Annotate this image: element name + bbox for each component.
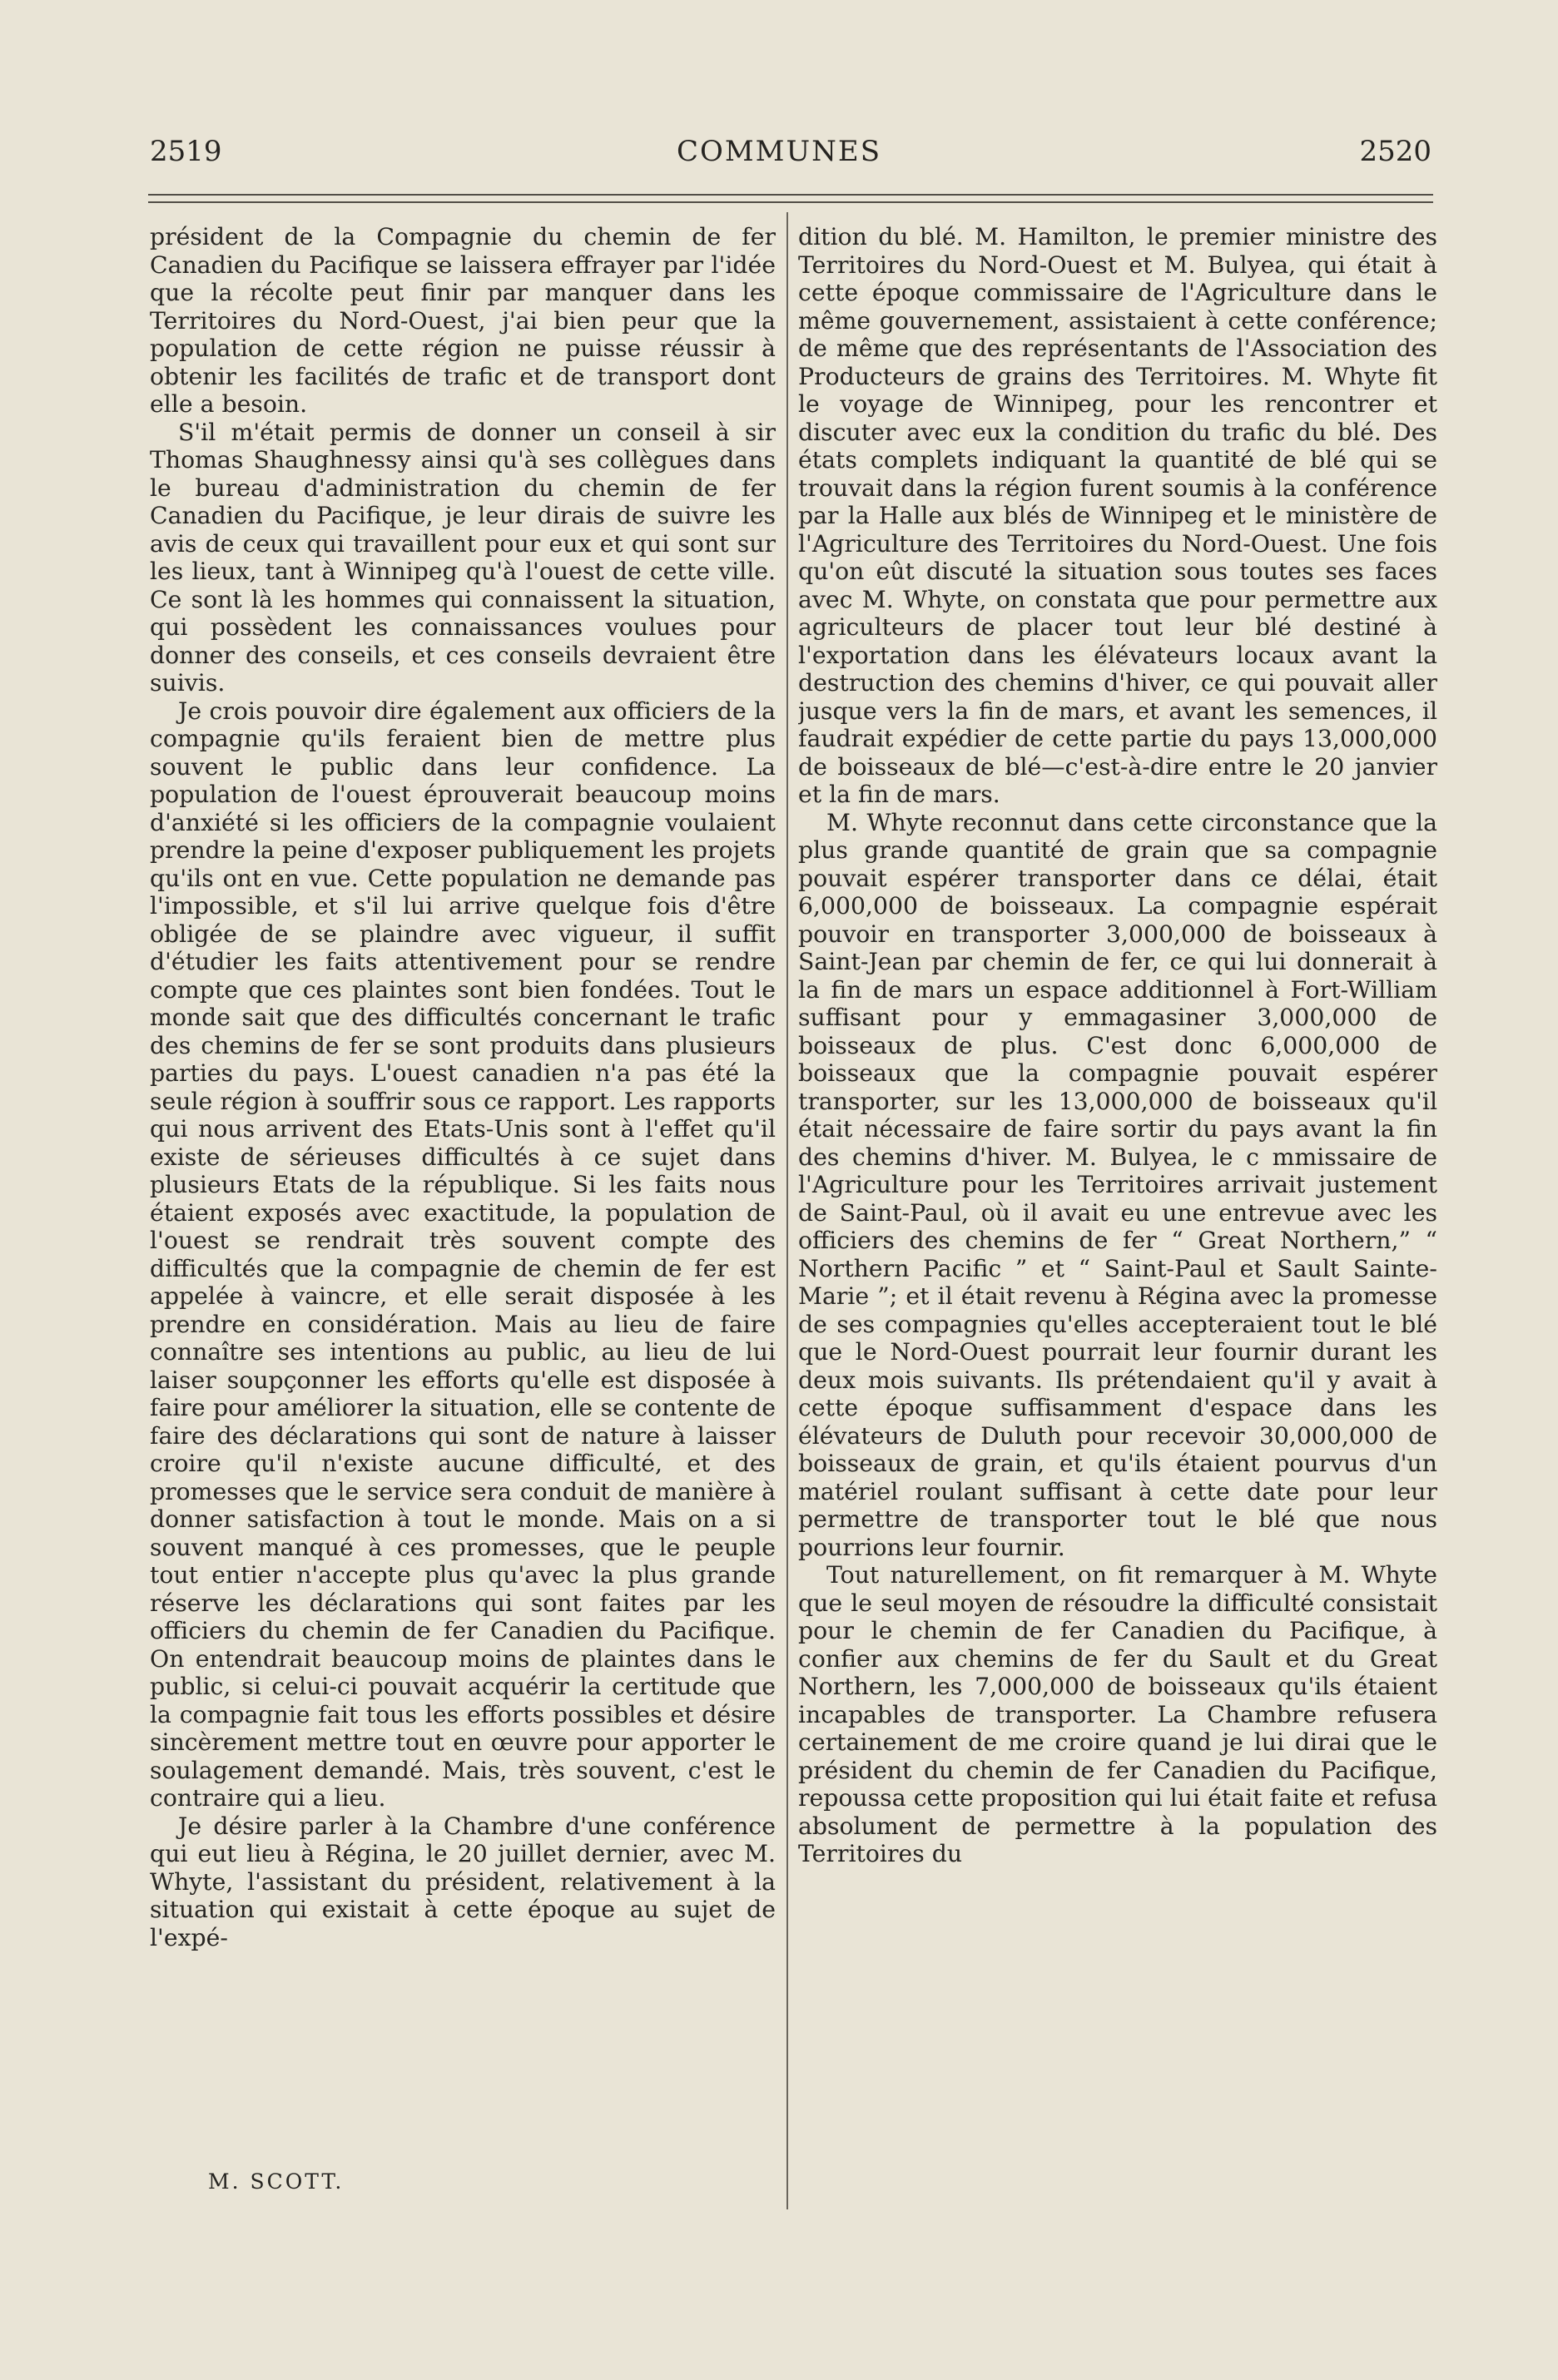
right-page-number: 2520 <box>1359 135 1431 168</box>
column-divider <box>786 212 788 2209</box>
running-title: COMMUNES <box>676 135 882 168</box>
left-paragraph-2: S'il m'était permis de donner un conseil à sir Thomas Shaughnessy ainsi qu'à ses collègues dans le bureau d'administration du chemin de fer Canadien du Pacifique, je leur dirais de suivre les avis de ceux qui travaillent pour eux et qui sont sur les lieux, tant à Winnipeg qu'à l'ouest de cette ville. Ce sont là les hommes qui connaissent la situation, qui possèdent les connaissances voulues pour donner des conseils, et ces conseils devraient être suivis. <box>150 418 776 697</box>
right-paragraph-2: M. Whyte reconnut dans cette circonstance que la plus grande quantité de grain que sa compagnie pouvait espérer transporter dans ce délai, était 6,000,000 de boisseaux. La compagnie espérait pouvoir en transporter 3,000,000 de boisseaux à Saint-Jean par chemin de fer, ce qui lui donnerait à la fin de mars un espace additionnel à Fort-William suffisant pour y emmagasiner 3,000,000 de boisseaux de plus. C'est donc 6,000,000 de boisseaux que la compagnie pouvait espérer transporter, sur les 13,000,000 de boisseaux qu'il était nécessaire de faire sortir du pays avant la fin des chemins d'hiver. M. Bulyea, le c mmissaire de l'Agriculture pour les Territoires arrivait justement de Saint-Paul, où il avait eu une entrevue avec les officiers des chemins de fer “ Great Northern,” “ Northern Pacific ” et “ Saint-Paul et Sault Sainte-Marie ”; et il était revenu à Régina avec la promesse de ses compagnies qu'elles accepteraient tout le blé que le Nord-Ouest pourrait leur fournir durant les deux mois suivants. Ils prétendaient qu'il y avait à cette époque suffisamment d'espace dans les élévateurs de Duluth pour recevoir 30,000,000 de boisseaux de grain, et qu'ils étaient pourvus d'un matériel roulant suffisant à cette date pour leur permettre de transporter tout le blé que nous pourrions leur fournir. <box>798 808 1437 1561</box>
right-column <box>798 223 1437 2154</box>
header-rule-top <box>148 194 1433 196</box>
left-paragraph-3: Je crois pouvoir dire également aux officiers de la compagnie qu'ils feraient bien de mettre plus souvent le public dans leur confidence. La population de l'ouest éprouverait beaucoup moins d'anxiété si les officiers de la compagnie voulaient prendre la peine d'exposer publiquement les projets qu'ils ont en vue. Cette population ne demande pas l'impossible, et s'il lui arrive quelque fois d'être obligée de se plaindre avec vigueur, il suffit d'étudier les faits attentivement pour se rendre compte que ces plaintes sont bien fondées. Tout le monde sait que des difficultés concernant le trafic des chemins de fer se sont produits dans plusieurs parties du pays. L'ouest canadien n'a pas été la seule région à souffrir sous ce rapport. Les rapports qui nous arrivent des Etats-Unis sont à l'effet qu'il existe de sérieuses difficultés à ce sujet dans plusieurs Etats de la république. Si les faits nous étaient exposés avec exactitude, la population de l'ouest se rendrait très souvent compte des difficultés que la compagnie de chemin de fer est appelée à vaincre, et elle serait disposée à les prendre en considération. Mais au lieu de faire connaître ses intentions au public, au lieu de lui laiser soupçonner les efforts qu'elle est disposée à faire pour améliorer la situation, elle se contente de faire des déclarations qui sont de nature à laisser croire qu'il n'existe aucune difficulté, et des promesses que le service sera conduit de manière à donner satisfaction à tout le monde. Mais on a si souvent manqué à ces promesses, que le peuple tout entier n'accepte plus qu'avec la plus grande réserve les déclarations qui sont faites par les officiers du chemin de fer Canadien du Pacifique. On entendrait beaucoup moins de plaintes dans le public, si celui-ci pouvait acquérir la certitude que la compagnie fait tous les efforts possibles et désire sincèrement mettre tout en œuvre pour apporter le soulagement demandé. Mais, très souvent, c'est le contraire qui a lieu. <box>150 697 776 1812</box>
speaker-signature: M. SCOTT. <box>208 2169 345 2194</box>
left-paragraph-1: président de la Compagnie du chemin de fer Canadien du Pacifique se laissera effrayer par l'idée que la récolte peut finir par manquer dans les Territoires du Nord-Ouest, j'ai bien peur que la population de cette région ne puisse réussir à obtenir les facilités de trafic et de transport dont elle a besoin. <box>150 223 776 418</box>
left-paragraph-4: Je désire parler à la Chambre d'une conférence qui eut lieu à Régina, le 20 juillet dernier, avec M. Whyte, l'assistant du président, relativement à la situation qui existait à cette époque au sujet de l'expé- <box>150 1812 776 1951</box>
right-paragraph-3: Tout naturellement, on fit remarquer à M. Whyte que le seul moyen de résoudre la difficulté consistait pour le chemin de fer Canadien du Pacifique, à confier aux chemins de fer du Sault et du Great Northern, les 7,000,000 de boisseaux qu'ils étaient incapables de transporter. La Chambre refusera certainement de me croire quand je lui dirai que le président du chemin de fer Canadien du Pacifique, repoussa cette proposition qui lui était faite et refusa absolument de permettre à la population des Territoires du <box>798 1561 1437 1867</box>
header-rule-bottom <box>148 201 1433 203</box>
left-page-number: 2519 <box>150 135 222 168</box>
left-column <box>150 223 776 2154</box>
right-paragraph-1: dition du blé. M. Hamilton, le premier ministre des Territoires du Nord-Ouest et M. Bulyea, qui était à cette époque commissaire de l'Agriculture dans le même gouvernement, assistaient à cette conférence; de même que des représentants de l'Association des Producteurs de grains des Territoires. M. Whyte fit le voyage de Winnipeg, pour les rencontrer et discuter avec eux la condition du trafic du blé. Des états complets indiquant la quantité de blé qui se trouvait dans la région furent soumis à la conférence par la Halle aux blés de Winnipeg et le ministère de l'Agriculture des Territoires du Nord-Ouest. Une fois qu'on eût discuté la situation sous toutes ses faces avec M. Whyte, on constata que pour permettre aux agriculteurs de placer tout leur blé destiné à l'exportation dans les élévateurs locaux avant la destruction des chemins d'hiver, ce qui pouvait aller jusque vers la fin de mars, et avant les semences, il faudrait expédier de cette partie du pays 13,000,000 de boisseaux de blé—c'est-à-dire entre le 20 janvier et la fin de mars. <box>798 223 1437 808</box>
